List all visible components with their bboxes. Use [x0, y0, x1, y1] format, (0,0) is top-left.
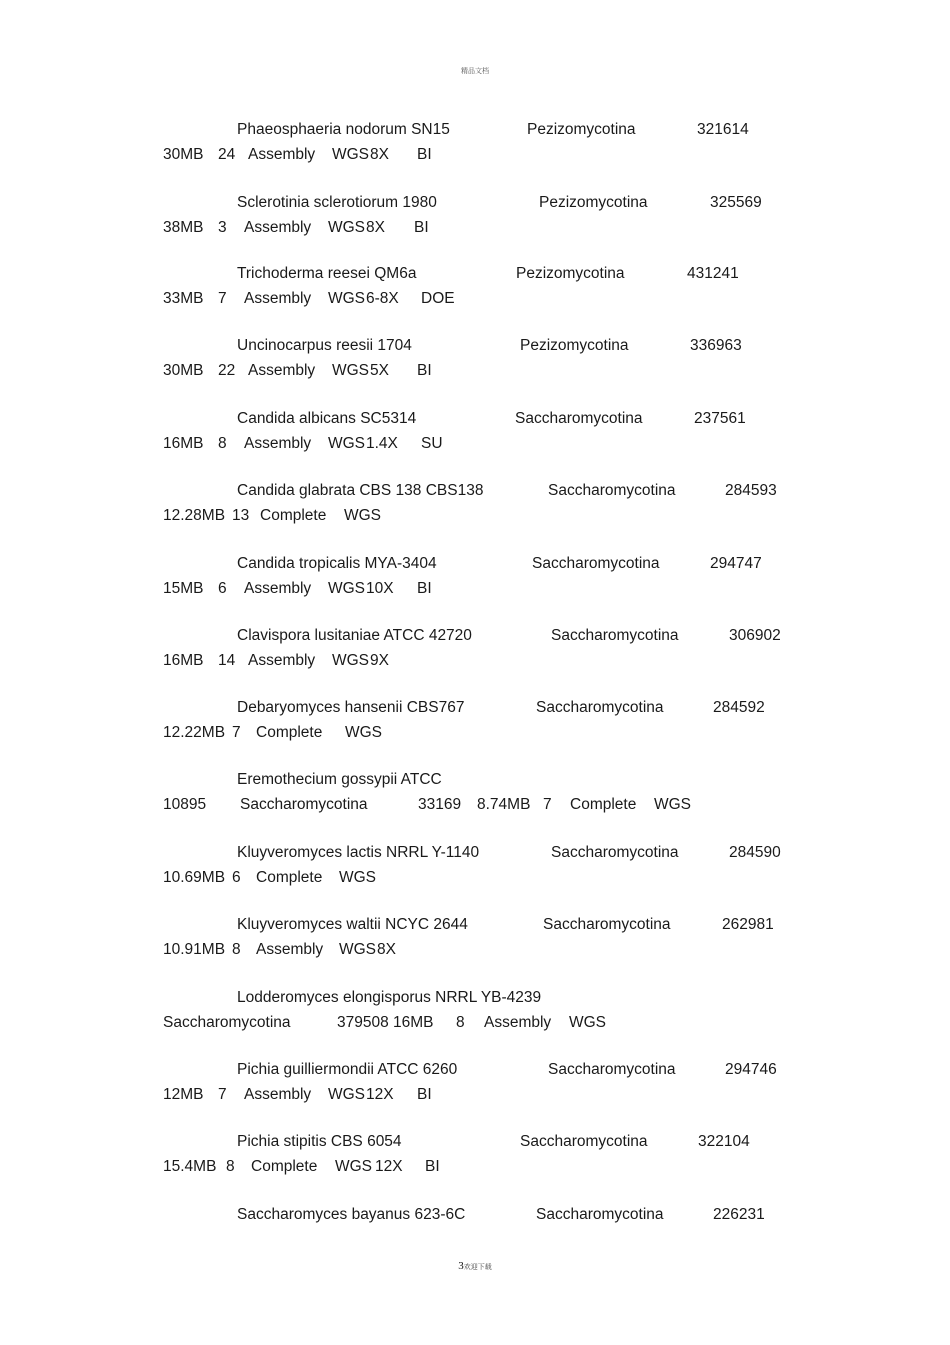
entry-line-1: [0, 1061, 950, 1081]
entry-line-1: [0, 337, 950, 357]
seq-method: WGS: [335, 1158, 373, 1175]
organism-name: Pichia guilliermondii ATCC 6260: [237, 1061, 458, 1078]
tax-id: 33169: [418, 796, 462, 813]
subphylum: Saccharomycotina: [163, 1014, 291, 1031]
seq-method: WGS: [345, 724, 383, 741]
seq-method: WGS: [328, 580, 366, 597]
sequencing-center: BI: [417, 580, 432, 597]
tax-id: 284593: [725, 482, 777, 499]
coverage: 10X: [366, 580, 394, 597]
genome-size: 30MB: [163, 146, 204, 163]
entry-line-2: [0, 941, 950, 961]
entry-line-1: [0, 844, 950, 864]
contig-count: 7: [232, 724, 241, 741]
contig-count: 8: [232, 941, 241, 958]
genome-entry: [0, 989, 950, 1039]
sequencing-center: SU: [421, 435, 443, 452]
subphylum: Saccharomycotina: [548, 1061, 676, 1078]
genome-size: 15MB: [163, 580, 204, 597]
tax-id: 284590: [729, 844, 781, 861]
organism-name: Sclerotinia sclerotiorum 1980: [237, 194, 437, 211]
seq-method: WGS: [654, 796, 692, 813]
contig-count: 6: [232, 869, 241, 886]
entry-line-2: [0, 507, 950, 527]
entry-line-1: [0, 410, 950, 430]
organism-name: Debaryomyces hansenii CBS767: [237, 699, 465, 716]
seq-method: WGS: [569, 1014, 607, 1031]
coverage: 12X: [366, 1086, 394, 1103]
genome-entry: [0, 844, 950, 894]
tax-id: 322104: [698, 1133, 750, 1150]
page-footer: [0, 1260, 950, 1272]
assembly-status: Assembly: [248, 362, 316, 379]
coverage: 5X: [370, 362, 389, 379]
assembly-status: Assembly: [244, 435, 312, 452]
coverage: 6-8X: [366, 290, 399, 307]
page-header: 精品文档: [461, 67, 489, 75]
assembly-status: Assembly: [244, 580, 312, 597]
assembly-status: Assembly: [244, 219, 312, 236]
organism-name: Candida albicans SC5314: [237, 410, 417, 427]
genome-entry: [0, 1061, 950, 1111]
sequencing-center: DOE: [421, 290, 455, 307]
sequencing-center: BI: [417, 146, 432, 163]
sequencing-center: BI: [417, 1086, 432, 1103]
genome-size: 8.74MB: [477, 796, 531, 813]
genome-size: 12.28MB: [163, 507, 226, 524]
entry-line-2: [0, 724, 950, 744]
entry-line-1: [0, 1133, 950, 1153]
tax-id: 226231: [713, 1206, 765, 1223]
genome-entry: [0, 121, 950, 171]
genome-size: 10.91MB: [163, 941, 226, 958]
tax-id: 325569: [710, 194, 762, 211]
contig-count: 14: [218, 652, 236, 669]
contig-count: 8: [218, 435, 227, 452]
assembly-status: Assembly: [244, 290, 312, 307]
entry-line-1: [0, 916, 950, 936]
contig-count: 7: [218, 290, 227, 307]
organism-name: Trichoderma reesei QM6a: [237, 265, 417, 282]
assembly-status: Assembly: [256, 941, 324, 958]
tax-id: 284592: [713, 699, 765, 716]
genome-entry: [0, 627, 950, 677]
genome-entry: [0, 916, 950, 966]
entry-line-1: [0, 1206, 950, 1226]
genome-entry: [0, 194, 950, 244]
subphylum: Pezizomycotina: [539, 194, 648, 211]
entry-line-1: [0, 482, 950, 502]
organism-name: Kluyveromyces lactis NRRL Y-1140: [237, 844, 480, 861]
genome-size: 10.69MB: [163, 869, 226, 886]
genome-size: 15.4MB: [163, 1158, 217, 1175]
subphylum: Saccharomycotina: [536, 1206, 664, 1223]
contig-count: 3: [218, 219, 227, 236]
tax-id: 431241: [687, 265, 739, 282]
seq-method: WGS: [332, 362, 370, 379]
organism-name: Kluyveromyces waltii NCYC 2644: [237, 916, 468, 933]
entry-line-1: [0, 989, 950, 1009]
organism-name: Saccharomyces bayanus 623-6C: [237, 1206, 466, 1223]
coverage: 12X: [375, 1158, 403, 1175]
contig-count: 22: [218, 362, 236, 379]
entry-line-2: [0, 796, 950, 816]
entry-line-1: [0, 121, 950, 141]
seq-method: WGS: [328, 219, 366, 236]
tax-id: 321614: [697, 121, 749, 138]
entry-line-2: [0, 219, 950, 239]
seq-method: WGS: [344, 507, 382, 524]
seq-method: WGS: [339, 869, 377, 886]
organism-name: Clavispora lusitaniae ATCC 42720: [237, 627, 472, 644]
entry-line-2: [0, 1086, 950, 1106]
entry-line-2: [0, 290, 950, 310]
subphylum: Saccharomycotina: [515, 410, 643, 427]
assembly-status: Complete: [251, 1158, 318, 1175]
entry-line-2: [0, 1014, 950, 1034]
coverage: 8X: [366, 219, 385, 236]
entry-line-2: [0, 435, 950, 455]
genome-size: 38MB: [163, 219, 204, 236]
sequencing-center: BI: [417, 362, 432, 379]
subphylum: Pezizomycotina: [520, 337, 629, 354]
genome-entry: [0, 771, 950, 821]
genome-entry: [0, 1133, 950, 1183]
coverage: 8X: [377, 941, 396, 958]
contig-count: 6: [218, 580, 227, 597]
tax-id: 294747: [710, 555, 762, 572]
entry-line-2: [0, 1158, 950, 1178]
coverage: 8X: [370, 146, 389, 163]
entry-line-2: [0, 869, 950, 889]
assembly-status: Assembly: [484, 1014, 552, 1031]
subphylum: Saccharomycotina: [240, 796, 368, 813]
tax-id: 237561: [694, 410, 746, 427]
organism-name: Phaeosphaeria nodorum SN15: [237, 121, 450, 138]
organism-name: Pichia stipitis CBS 6054: [237, 1133, 402, 1150]
assembly-status: Assembly: [244, 1086, 312, 1103]
genome-entry: [0, 337, 950, 387]
genome-size: 16MB: [163, 652, 204, 669]
organism-name: Uncinocarpus reesii 1704: [237, 337, 412, 354]
entry-line-2: [0, 146, 950, 166]
genome-size: 16MB: [163, 435, 204, 452]
subphylum: Pezizomycotina: [527, 121, 636, 138]
entry-line-1: [0, 627, 950, 647]
tax-id: 379508: [337, 1014, 389, 1031]
page-number: 3: [458, 1260, 464, 1272]
sequencing-center: BI: [414, 219, 429, 236]
contig-count: 8: [456, 1014, 465, 1031]
organism-name: Lodderomyces elongisporus NRRL YB-4239: [237, 989, 542, 1006]
assembly-status: Complete: [256, 724, 323, 741]
assembly-status: Assembly: [248, 146, 316, 163]
genome-size: 16MB: [393, 1014, 434, 1031]
footer-text: 欢迎下载: [463, 1263, 492, 1271]
assembly-status: Complete: [260, 507, 327, 524]
subphylum: Saccharomycotina: [551, 627, 679, 644]
contig-count: 13: [232, 507, 250, 524]
seq-method: WGS: [332, 146, 370, 163]
tax-id: 306902: [729, 627, 781, 644]
genome-entry: [0, 482, 950, 532]
subphylum: Pezizomycotina: [516, 265, 625, 282]
genome-entry: [0, 265, 950, 315]
entry-line-1: [0, 194, 950, 214]
seq-method: WGS: [339, 941, 377, 958]
entry-line-2: [0, 652, 950, 672]
coverage: 1.4X: [366, 435, 398, 452]
subphylum: Saccharomycotina: [532, 555, 660, 572]
entry-line-2: [0, 580, 950, 600]
assembly-status: Complete: [570, 796, 637, 813]
tax-id: 336963: [690, 337, 742, 354]
sequencing-center: BI: [425, 1158, 440, 1175]
seq-method: WGS: [328, 435, 366, 452]
seq-method: WGS: [332, 652, 370, 669]
entry-line-2: [0, 1231, 950, 1251]
entry-line-2: [0, 362, 950, 382]
tax-id: 294746: [725, 1061, 777, 1078]
contig-count: 24: [218, 146, 236, 163]
seq-method: WGS: [328, 290, 366, 307]
genome-entry: [0, 699, 950, 749]
entry-line-1: [0, 555, 950, 575]
subphylum: Saccharomycotina: [548, 482, 676, 499]
coverage: 9X: [370, 652, 389, 669]
genome-size: 33MB: [163, 290, 204, 307]
entry-line-1: [0, 771, 950, 791]
assembly-status: Assembly: [248, 652, 316, 669]
genome-size: 12.22MB: [163, 724, 226, 741]
seq-method: WGS: [328, 1086, 366, 1103]
genome-size: 12MB: [163, 1086, 204, 1103]
organism-name-cont: 10895: [163, 796, 207, 813]
genome-entry: [0, 555, 950, 605]
entry-line-1: [0, 699, 950, 719]
genome-size: 30MB: [163, 362, 204, 379]
subphylum: Saccharomycotina: [551, 844, 679, 861]
tax-id: 262981: [722, 916, 774, 933]
subphylum: Saccharomycotina: [520, 1133, 648, 1150]
organism-name: Candida glabrata CBS 138 CBS138: [237, 482, 484, 499]
organism-name: Eremothecium gossypii ATCC: [237, 771, 442, 788]
contig-count: 7: [543, 796, 552, 813]
subphylum: Saccharomycotina: [543, 916, 671, 933]
contig-count: 8: [226, 1158, 235, 1175]
genome-entry: [0, 410, 950, 460]
assembly-status: Complete: [256, 869, 323, 886]
genome-entry: [0, 1206, 950, 1256]
contig-count: 7: [218, 1086, 227, 1103]
organism-name: Candida tropicalis MYA-3404: [237, 555, 437, 572]
subphylum: Saccharomycotina: [536, 699, 664, 716]
entry-line-1: [0, 265, 950, 285]
